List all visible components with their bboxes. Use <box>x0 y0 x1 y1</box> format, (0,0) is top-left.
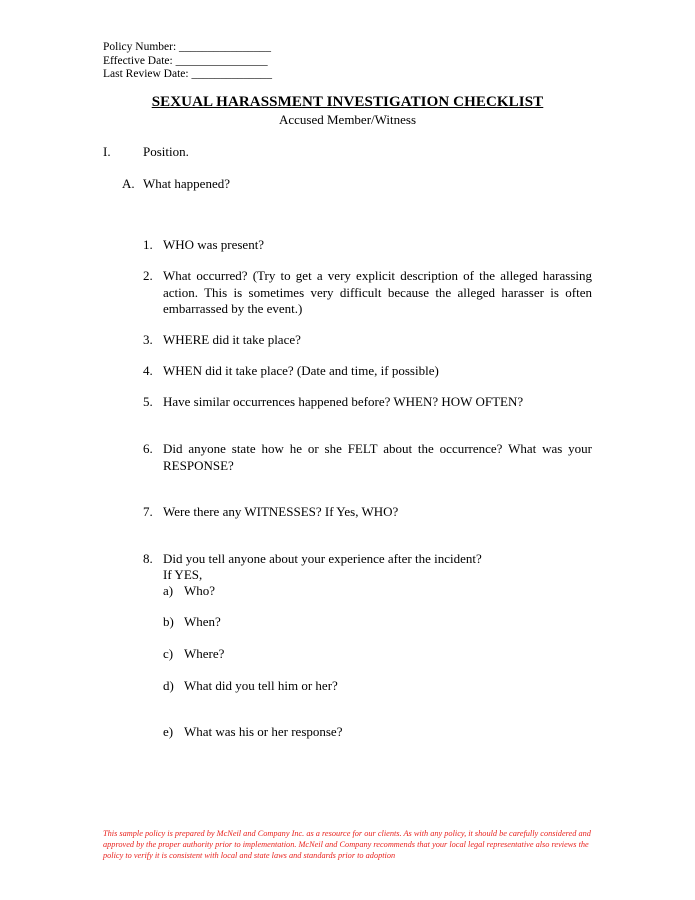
item-text: WHEN did it take place? (Date and time, if possible) <box>163 363 439 378</box>
item-number: 7. <box>143 504 153 519</box>
document-subtitle: Accused Member/Witness <box>278 112 417 127</box>
item-number: 4. <box>143 363 153 378</box>
document-title: SEXUAL HARASSMENT INVESTIGATION CHECKLIST <box>151 94 544 110</box>
subitem-letter: e) <box>163 724 174 739</box>
subitem-text: When? <box>184 614 221 629</box>
subitem-text: Who? <box>184 583 216 598</box>
subsection-letter: A. <box>122 176 135 191</box>
item-text: WHERE did it take place? <box>163 332 301 347</box>
section-label: Position. <box>143 144 189 159</box>
last-review-date-line: Last Review Date: ______________ <box>103 68 272 80</box>
item-number: 1. <box>143 237 153 252</box>
item-number: 2. <box>143 268 153 283</box>
subitem-letter: a) <box>163 583 174 598</box>
item-text: Did you tell anyone about your experience after the incident? <box>163 551 482 566</box>
item-text: Have similar occurrences happened before? WHEN? HOW OFTEN? <box>163 394 524 409</box>
subitem-letter: b) <box>163 614 174 629</box>
item-text: Were there any WITNESSES? If Yes, WHO? <box>163 504 399 519</box>
item-followup-text: If YES, <box>163 567 203 582</box>
subsection-label: What happened? <box>143 176 230 191</box>
item-number: 6. <box>143 441 153 456</box>
effective-date-line: Effective Date: ________________ <box>103 54 268 67</box>
item-number: 3. <box>143 332 153 347</box>
disclaimer-footer: This sample policy is prepared by McNeil and Company Inc. as a resource for our clients. As with any policy, it should be carefully considered and approved by the proper authority prior to implementation. McNeil and Company recommends that your local legal representative also reviews the policy to verify it is consistent with local and state laws and standards prior to adoption <box>103 829 591 860</box>
item-text: What occurred? (Try to get a very explicit description of the alleged harassing action. This is sometimes very difficult because the alleged harasser is often embarrassed by the event.) <box>163 268 592 316</box>
item-text: WHO was present? <box>163 237 265 252</box>
section-numeral: I. <box>103 144 111 159</box>
subitem-letter: c) <box>163 646 174 661</box>
item-text: Did anyone state how he or she FELT about the occurrence? What was your RESPONSE? <box>163 441 592 473</box>
item-number: 5. <box>143 394 153 409</box>
policy-meta-block <box>103 41 272 82</box>
subitem-text: Where? <box>184 646 225 661</box>
item-number: 8. <box>143 551 153 566</box>
subitem-text: What did you tell him or her? <box>184 678 338 693</box>
policy-number-line: Policy Number: ________________ <box>103 41 272 53</box>
subitem-text: What was his or her response? <box>184 724 343 739</box>
subitem-letter: d) <box>163 678 174 693</box>
